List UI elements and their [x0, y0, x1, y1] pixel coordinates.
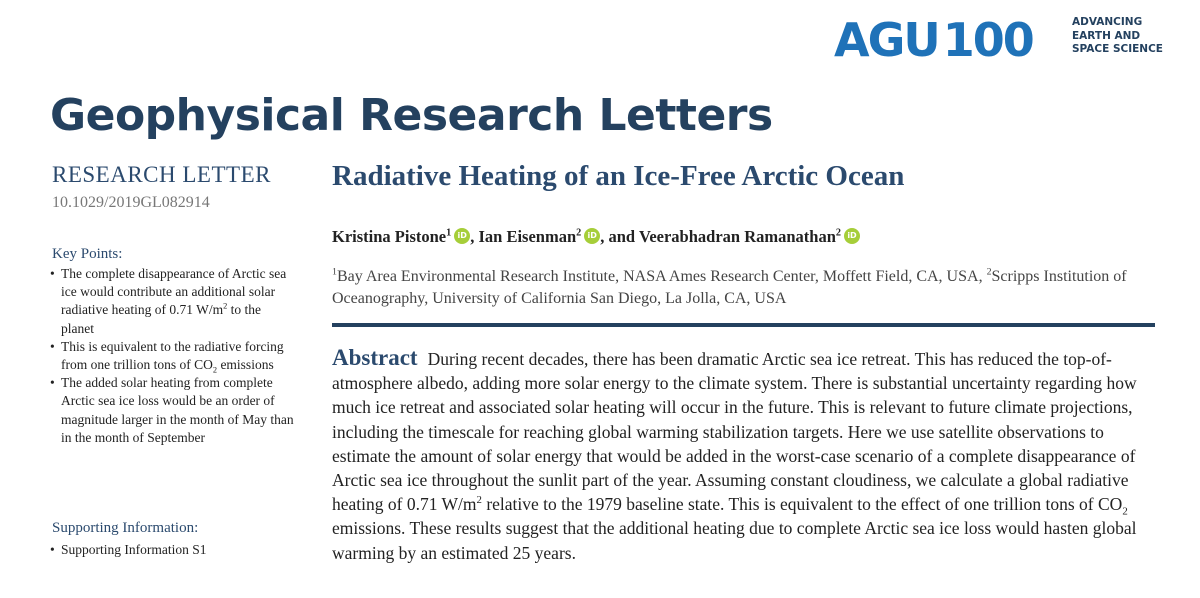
affiliation-text: Bay Area Environmental Research Institute, NASA Ames Research Center, Moffett Field, CA, USA, [336, 268, 987, 285]
key-points-heading: Key Points: [52, 246, 123, 262]
logo-wordmark [834, 13, 1033, 67]
article-type: RESEARCH LETTER [52, 162, 271, 187]
logo-100-text: 100 [942, 13, 1033, 67]
key-points-list [50, 265, 295, 447]
author-affiliation-mark: 2 [835, 227, 842, 239]
abstract-text: emissions. These results suggest that the additional heating due to complete Arctic sea ice loss would hasten global warming by an estimated 25 years. [332, 518, 1137, 563]
article-title: Radiative Heating of an Ice-Free Arctic Ocean [332, 160, 905, 192]
logo-tagline-line: ADVANCING [1072, 16, 1143, 28]
author-affiliation-mark: 2 [576, 227, 582, 239]
author-name[interactable]: Veerabhadran Ramanathan [638, 227, 836, 246]
key-point-item [50, 265, 295, 338]
orcid-icon[interactable]: iD [584, 228, 600, 244]
affiliation-mark: 1 [332, 266, 337, 278]
supporting-info-item[interactable]: • Supporting Information S1 [50, 541, 207, 559]
affiliation-mark: 2 [986, 266, 992, 278]
key-point-text: This is equivalent to the radiative forcing from one trillion tons of CO [61, 338, 284, 373]
orcid-icon[interactable]: iD [454, 228, 470, 244]
abstract-text: During recent decades, there has been dramatic Arctic sea ice retreat. This has reduced the top-of-atmosphere albedo, adding more solar energy to the climate system. There is substantial uncertainty regarding how much ice retreat and associated solar heating will occur in the future. This is relevant to future climate projections, including the timescale for reaching global warming stabilization targets. Here we use satellite observations to estimate the amount of solar energy that would be added in the worst-case scenario of a complete disappearance of Arctic sea ice throughout the sunlit part of the year. Assuming constant cloudiness, we calculate a global radiative heating of 0.71 W/m [332, 349, 1137, 515]
affiliations [332, 266, 1132, 310]
author-name[interactable]: Ian Eisenman [478, 227, 577, 246]
author-separator: , [470, 227, 479, 246]
logo-tagline-line: SPACE SCIENCE [1072, 43, 1163, 55]
logo-tagline [1072, 16, 1163, 57]
abstract-label: Abstract [332, 345, 418, 370]
supporting-info-heading: Supporting Information: [52, 520, 199, 536]
orcid-icon[interactable]: iD [844, 228, 860, 244]
abstract [332, 346, 1162, 565]
author-name[interactable]: Kristina Pistone [332, 227, 447, 246]
key-point-superscript: 2 [223, 301, 228, 311]
abstract-superscript: 2 [476, 494, 482, 507]
key-point-item [50, 374, 295, 447]
supporting-info-list [50, 541, 207, 559]
logo-tagline-line: EARTH AND [1072, 29, 1141, 42]
abstract-subscript: 2 [1122, 505, 1128, 518]
logo-agu-text: AGU [834, 13, 939, 67]
key-point-text: The added solar heating from complete Arctic sea ice loss would be an order of magnitude larger in the month of May than in the month of September [61, 375, 294, 445]
author-list [332, 227, 860, 247]
agu100-logo [834, 13, 1164, 67]
author-separator: , and [600, 227, 639, 246]
affiliation-text: Scripps Institution of Oceanography, University of California San Diego, La Jolla, CA, USA [332, 268, 1127, 307]
key-point-text: to the planet [61, 302, 262, 336]
key-point-item [50, 338, 295, 374]
key-point-text: emissions [217, 357, 274, 373]
section-divider [332, 323, 1155, 327]
doi-link[interactable]: 10.1029/2019GL082914 [52, 194, 210, 211]
key-point-subscript: 2 [212, 365, 218, 375]
author-affiliation-mark: 1 [446, 227, 452, 239]
journal-title: Geophysical Research Letters [50, 90, 773, 141]
key-point-text: The complete disappearance of Arctic sea ice would contribute an additional solar radiative heating of 0.71 W/m [61, 266, 287, 318]
abstract-text: relative to the 1979 baseline state. This is equivalent to the effect of one trillion tons of CO [481, 494, 1123, 515]
